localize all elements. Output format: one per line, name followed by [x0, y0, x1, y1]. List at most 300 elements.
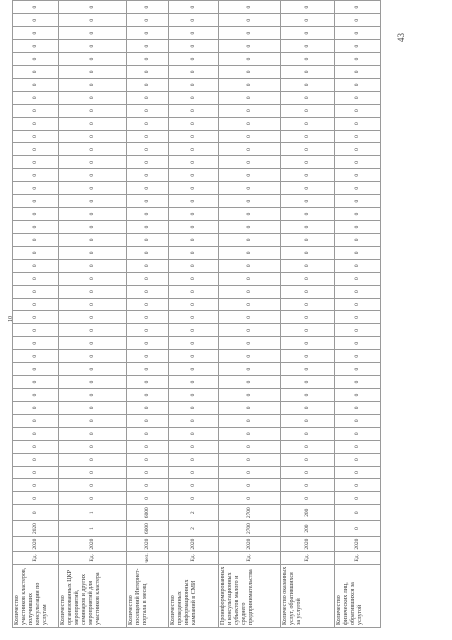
value-cell: 0	[169, 311, 219, 324]
value-cell: 0	[219, 376, 281, 389]
row-unit: Ед.	[281, 552, 335, 564]
value-cell: 0	[335, 521, 381, 537]
value-cell: 0	[281, 233, 335, 246]
value-cell: 0	[281, 117, 335, 130]
value-cell: 0	[59, 14, 127, 27]
value-cell: 0	[59, 182, 127, 195]
value-cell: 0	[59, 246, 127, 259]
value-cell: 0	[335, 53, 381, 66]
value-cell: 0	[219, 285, 281, 298]
value-cell: 0	[219, 259, 281, 272]
value-cell: 0	[169, 492, 219, 505]
value-cell: 0	[335, 143, 381, 156]
value-cell: 0	[59, 414, 127, 427]
value-cell: 0	[219, 298, 281, 311]
value-cell: 0	[13, 169, 59, 182]
value-cell: 0	[169, 65, 219, 78]
value-cell: 0	[127, 1, 169, 14]
value-cell: 0	[335, 195, 381, 208]
value-cell: 0	[281, 466, 335, 479]
value-cell: 0	[13, 143, 59, 156]
value-cell: 0	[219, 389, 281, 402]
value-cell: 0	[59, 117, 127, 130]
value-cell: 0	[169, 53, 219, 66]
value-cell: 0	[13, 324, 59, 337]
value-cell: 0	[219, 27, 281, 40]
value-cell: 0	[13, 453, 59, 466]
value-cell: 0	[281, 389, 335, 402]
value-cell: 0	[59, 1, 127, 14]
value-cell: 0	[169, 104, 219, 117]
value-cell: 0	[169, 208, 219, 221]
value-cell: 0	[127, 363, 169, 376]
value-cell: 0	[169, 285, 219, 298]
value-cell: 0	[281, 492, 335, 505]
row-unit: Ед.	[13, 552, 59, 564]
value-cell: 0	[169, 363, 219, 376]
row-base-year: 2020	[59, 536, 127, 551]
value-cell: 0	[281, 401, 335, 414]
value-cell: 0	[59, 492, 127, 505]
row-label: Проинформированных и консультационных субъектов малого и среднего предпринимательства	[219, 564, 281, 627]
value-cell: 0	[169, 466, 219, 479]
table-row	[219, 1, 281, 628]
value-cell: 0	[169, 78, 219, 91]
value-cell: 0	[281, 195, 335, 208]
value-cell: 0	[127, 91, 169, 104]
value-cell: 0	[127, 65, 169, 78]
value-cell: 0	[281, 350, 335, 363]
value-cell: 0	[127, 182, 169, 195]
value-cell: 0	[169, 324, 219, 337]
value-cell: 0	[219, 182, 281, 195]
value-cell: 0	[127, 427, 169, 440]
value-cell: 0	[169, 1, 219, 14]
value-cell: 0	[169, 337, 219, 350]
value-cell: 0	[127, 195, 169, 208]
value-cell: 0	[127, 414, 169, 427]
value-cell: 0	[335, 104, 381, 117]
value-cell: 0	[335, 389, 381, 402]
value-cell: 0	[219, 337, 281, 350]
value-cell: 0	[169, 298, 219, 311]
value-cell: 0	[219, 14, 281, 27]
value-cell: 0	[127, 221, 169, 234]
value-cell: 0	[219, 91, 281, 104]
value-cell: 0	[335, 505, 381, 521]
value-cell: 0	[127, 272, 169, 285]
row-unit: Ед.	[59, 552, 127, 564]
value-cell: 0	[169, 143, 219, 156]
value-cell: 0	[127, 233, 169, 246]
value-cell: 2	[169, 521, 219, 537]
value-cell: 0	[335, 40, 381, 53]
value-cell: 0	[13, 78, 59, 91]
value-cell: 0	[219, 401, 281, 414]
value-cell: 0	[219, 208, 281, 221]
value-cell: 0	[127, 453, 169, 466]
value-cell: 0	[335, 466, 381, 479]
value-cell: 0	[13, 376, 59, 389]
row-label: Количество физических лиц, обратившихся за услугой	[335, 564, 381, 627]
value-cell: 0	[59, 440, 127, 453]
value-cell: 0	[281, 65, 335, 78]
value-cell: 0	[281, 453, 335, 466]
value-cell: 0	[13, 337, 59, 350]
value-cell: 0	[169, 91, 219, 104]
value-cell: 0	[59, 259, 127, 272]
value-cell: 0	[281, 376, 335, 389]
value-cell: 0	[59, 143, 127, 156]
value-cell: 0	[13, 91, 59, 104]
value-cell: 0	[127, 440, 169, 453]
value-cell: 0	[219, 492, 281, 505]
value-cell: 0	[219, 414, 281, 427]
row-label: Количество участников кластеров, получивших консультации по услугам	[13, 564, 59, 627]
value-cell: 0	[335, 169, 381, 182]
value-cell: 0	[59, 479, 127, 492]
value-cell: 0	[219, 221, 281, 234]
value-cell: 0	[13, 156, 59, 169]
value-cell: 0	[219, 1, 281, 14]
value-cell: 0	[59, 453, 127, 466]
value-cell: 0	[281, 53, 335, 66]
value-cell: 0	[335, 130, 381, 143]
value-cell: 0	[281, 78, 335, 91]
value-cell: 0	[59, 311, 127, 324]
value-cell: 0	[219, 233, 281, 246]
value-cell: 0	[127, 27, 169, 40]
value-cell: 0	[219, 104, 281, 117]
value-cell: 0	[13, 389, 59, 402]
value-cell: 0	[219, 143, 281, 156]
value-cell: 0	[127, 466, 169, 479]
value-cell: 0	[127, 156, 169, 169]
value-cell: 0	[13, 479, 59, 492]
value-cell: 0	[281, 259, 335, 272]
value-cell: 0	[127, 53, 169, 66]
value-cell: 2	[169, 505, 219, 521]
value-cell: 0	[169, 350, 219, 363]
value-cell: 0	[335, 221, 381, 234]
value-cell: 0	[127, 40, 169, 53]
value-cell: 0	[335, 479, 381, 492]
value-cell: 0	[169, 389, 219, 402]
value-cell: 0	[13, 182, 59, 195]
value-cell: 0	[13, 65, 59, 78]
value-cell: 200	[281, 521, 335, 537]
value-cell: 0	[59, 104, 127, 117]
value-cell: 0	[335, 65, 381, 78]
value-cell: 0	[335, 324, 381, 337]
value-cell: 0	[169, 246, 219, 259]
value-cell: 0	[281, 208, 335, 221]
value-cell: 0	[281, 298, 335, 311]
value-cell: 0	[13, 233, 59, 246]
value-cell: 0	[335, 363, 381, 376]
value-cell: 0	[13, 427, 59, 440]
value-cell: 0	[335, 311, 381, 324]
value-cell: 0	[59, 337, 127, 350]
value-cell: 0	[59, 65, 127, 78]
value-cell: 0	[281, 104, 335, 117]
value-cell: 0	[13, 466, 59, 479]
value-cell: 0	[59, 466, 127, 479]
value-cell: 0	[59, 53, 127, 66]
value-cell: 0	[13, 27, 59, 40]
value-cell: 0	[335, 376, 381, 389]
value-cell: 0	[59, 208, 127, 221]
value-cell: 0	[13, 285, 59, 298]
value-cell: 0	[219, 156, 281, 169]
value-cell: 0	[13, 505, 59, 521]
value-cell: 0	[59, 427, 127, 440]
value-cell: 0	[335, 156, 381, 169]
value-cell: 0	[59, 298, 127, 311]
value-cell: 0	[335, 440, 381, 453]
value-cell: 0	[281, 169, 335, 182]
value-cell: 0	[219, 65, 281, 78]
value-cell: 0	[335, 208, 381, 221]
value-cell: 0	[169, 221, 219, 234]
value-cell: 2020	[13, 521, 59, 537]
value-cell: 0	[169, 40, 219, 53]
value-cell: 0	[219, 466, 281, 479]
value-cell: 0	[335, 14, 381, 27]
value-cell: 0	[169, 117, 219, 130]
value-cell: 0	[281, 272, 335, 285]
value-cell: 0	[59, 40, 127, 53]
value-cell: 0	[281, 337, 335, 350]
row-label: Количество посещений Интернет-портала в месяц	[127, 564, 169, 627]
value-cell: 0	[281, 221, 335, 234]
value-cell: 0	[13, 350, 59, 363]
value-cell: 0	[13, 195, 59, 208]
table-row	[13, 1, 59, 628]
table-row	[281, 1, 335, 628]
value-cell: 0	[281, 479, 335, 492]
table-row	[127, 1, 169, 628]
value-cell: 0	[281, 130, 335, 143]
value-cell: 0	[127, 117, 169, 130]
value-cell: 0	[127, 324, 169, 337]
value-cell: 0	[335, 453, 381, 466]
value-cell: 0	[59, 78, 127, 91]
value-cell: 0	[127, 492, 169, 505]
value-cell: 0	[13, 130, 59, 143]
header-marker: 10	[8, 316, 14, 322]
value-cell: 0	[127, 208, 169, 221]
value-cell: 1	[59, 505, 127, 521]
value-cell: 0	[127, 246, 169, 259]
value-cell: 0	[335, 337, 381, 350]
value-cell: 0	[219, 453, 281, 466]
value-cell: 0	[59, 195, 127, 208]
value-cell: 0	[59, 285, 127, 298]
value-cell: 0	[219, 427, 281, 440]
value-cell: 0	[281, 27, 335, 40]
value-cell: 0	[335, 285, 381, 298]
value-cell: 0	[127, 311, 169, 324]
value-cell: 0	[13, 14, 59, 27]
value-cell: 0	[281, 246, 335, 259]
value-cell: 0	[219, 479, 281, 492]
value-cell: 0	[281, 182, 335, 195]
value-cell: 0	[335, 492, 381, 505]
value-cell: 0	[59, 27, 127, 40]
value-cell: 0	[13, 440, 59, 453]
value-cell: 0	[335, 91, 381, 104]
value-cell: 0	[13, 1, 59, 14]
value-cell: 0	[335, 272, 381, 285]
value-cell: 0	[13, 492, 59, 505]
value-cell: 0	[13, 246, 59, 259]
value-cell: 0	[127, 169, 169, 182]
row-unit: Ед.	[169, 552, 219, 564]
value-cell: 0	[335, 117, 381, 130]
value-cell: 0	[59, 389, 127, 402]
value-cell: 0	[127, 143, 169, 156]
value-cell: 0	[59, 130, 127, 143]
value-cell: 0	[335, 233, 381, 246]
value-cell: 0	[13, 363, 59, 376]
value-cell: 0	[335, 182, 381, 195]
value-cell: 0	[169, 259, 219, 272]
value-cell: 0	[169, 130, 219, 143]
value-cell: 0	[281, 311, 335, 324]
value-cell: 0	[127, 285, 169, 298]
value-cell: 0	[281, 156, 335, 169]
value-cell: 0	[281, 14, 335, 27]
value-cell: 200	[281, 505, 335, 521]
value-cell: 0	[335, 427, 381, 440]
value-cell: 0	[169, 182, 219, 195]
value-cell: 0	[59, 221, 127, 234]
row-label: Количество организованных ЦКР мероприятий, семинаров и других мероприятий для участников кластера	[59, 564, 127, 627]
value-cell: 0	[59, 233, 127, 246]
value-cell: 0	[127, 479, 169, 492]
value-cell: 0	[59, 324, 127, 337]
value-cell: 0	[127, 130, 169, 143]
value-cell: 0	[59, 350, 127, 363]
value-cell: 0	[169, 440, 219, 453]
table-row	[335, 1, 381, 628]
value-cell: 0	[219, 363, 281, 376]
value-cell: 0	[219, 169, 281, 182]
row-base-year: 2020	[127, 536, 169, 551]
value-cell: 0	[335, 259, 381, 272]
value-cell: 6000	[127, 505, 169, 521]
value-cell: 0	[335, 78, 381, 91]
value-cell: 0	[127, 14, 169, 27]
value-cell: 0	[169, 156, 219, 169]
value-cell: 0	[335, 246, 381, 259]
value-cell: 0	[169, 14, 219, 27]
value-cell: 0	[281, 40, 335, 53]
value-cell: 0	[59, 401, 127, 414]
page-number: 43	[396, 33, 406, 42]
value-cell: 0	[169, 195, 219, 208]
value-cell: 0	[281, 1, 335, 14]
value-cell: 0	[281, 363, 335, 376]
value-cell: 0	[281, 285, 335, 298]
value-cell: 0	[59, 376, 127, 389]
value-cell: 0	[335, 401, 381, 414]
value-cell: 0	[219, 117, 281, 130]
value-cell: 0	[219, 324, 281, 337]
value-cell: 0	[59, 156, 127, 169]
value-cell: 0	[13, 259, 59, 272]
value-cell: 0	[335, 350, 381, 363]
value-cell: 0	[13, 221, 59, 234]
value-cell: 0	[169, 233, 219, 246]
value-cell: 0	[219, 40, 281, 53]
value-cell: 0	[59, 363, 127, 376]
value-cell: 0	[127, 389, 169, 402]
row-label: Количество оказанных услуг, обратившихся за услугой	[281, 564, 335, 627]
table-row	[169, 1, 219, 628]
value-cell: 0	[169, 453, 219, 466]
value-cell: 0	[219, 246, 281, 259]
row-base-year: 2020	[281, 536, 335, 551]
value-cell: 0	[13, 272, 59, 285]
row-unit: чел.	[127, 552, 169, 564]
value-cell: 0	[219, 311, 281, 324]
row-base-year: 2020	[13, 536, 59, 551]
value-cell: 2700	[219, 521, 281, 537]
value-cell: 1	[59, 521, 127, 537]
value-cell: 0	[59, 169, 127, 182]
value-cell: 0	[169, 376, 219, 389]
value-cell: 0	[219, 130, 281, 143]
value-cell: 0	[219, 53, 281, 66]
row-base-year: 2020	[169, 536, 219, 551]
value-cell: 0	[13, 311, 59, 324]
value-cell: 0	[169, 427, 219, 440]
value-cell: 0	[219, 195, 281, 208]
value-cell: 0	[127, 298, 169, 311]
value-cell: 6000	[127, 521, 169, 537]
row-label: Количество проведенных информационных кампаний в СМИ	[169, 564, 219, 627]
value-cell: 0	[13, 401, 59, 414]
row-unit: Ед.	[335, 552, 381, 564]
value-cell: 2700	[219, 505, 281, 521]
value-cell: 0	[169, 401, 219, 414]
value-cell: 0	[169, 272, 219, 285]
value-cell: 0	[169, 479, 219, 492]
value-cell: 0	[169, 414, 219, 427]
value-cell: 0	[335, 414, 381, 427]
value-cell: 0	[59, 272, 127, 285]
value-cell: 0	[169, 27, 219, 40]
value-cell: 0	[127, 259, 169, 272]
value-cell: 0	[13, 40, 59, 53]
value-cell: 0	[127, 104, 169, 117]
value-cell: 0	[13, 298, 59, 311]
value-cell: 0	[335, 27, 381, 40]
value-cell: 0	[13, 208, 59, 221]
value-cell: 0	[335, 298, 381, 311]
value-cell: 0	[13, 117, 59, 130]
value-cell: 0	[13, 104, 59, 117]
value-cell: 0	[281, 427, 335, 440]
value-cell: 0	[281, 143, 335, 156]
value-cell: 0	[127, 376, 169, 389]
row-base-year: 2020	[335, 536, 381, 551]
value-cell: 0	[13, 53, 59, 66]
value-cell: 0	[127, 337, 169, 350]
value-cell: 0	[127, 78, 169, 91]
